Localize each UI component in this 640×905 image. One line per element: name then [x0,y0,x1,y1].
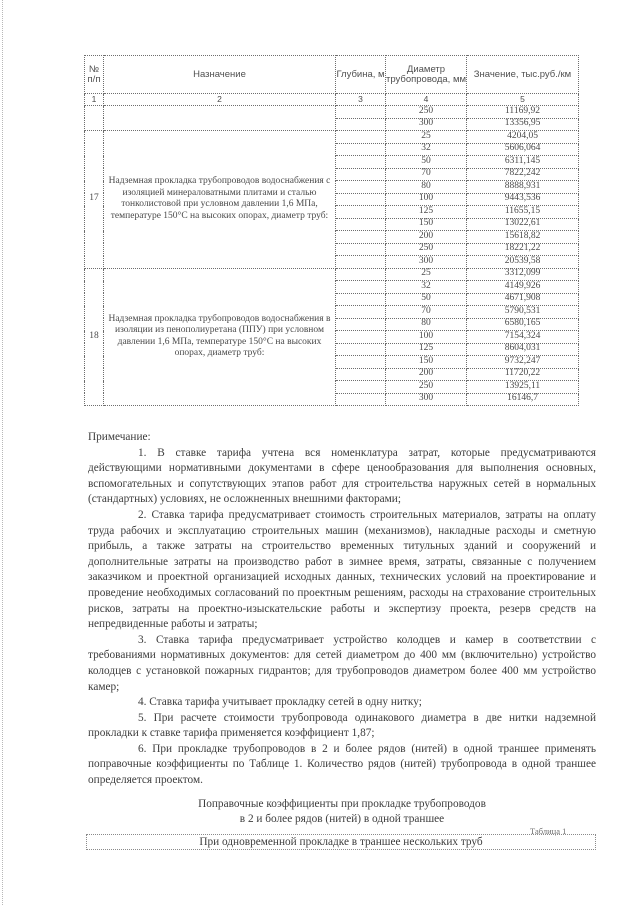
header-value: Значение, тыс.руб./км [467,56,579,94]
diameter-cell: 50 [386,156,467,169]
value-cell: 3312,099 [467,268,579,281]
caption-line: в 2 и более рядов (нитей) в одной траншее [239,813,445,825]
description-cell [104,106,336,131]
note-item: 6. При прокладке трубопроводов в 2 и более рядов (нитей) в одной траншее применять поправочные коэффициенты по Таблице 1. Количество рядов (нитей) трубопровода в одной траншее определяется проектом. [88,742,596,787]
depth-cell [336,118,386,131]
depth-cell [336,268,386,281]
value-cell: 13022,61 [467,218,579,231]
diameter-cell: 80 [386,318,467,331]
depth-cell [336,193,386,206]
value-cell: 18221,22 [467,243,579,256]
column-index-row [85,94,579,106]
depth-cell [336,131,386,144]
column-index: 5 [467,94,579,106]
value-cell: 20539,58 [467,256,579,269]
description-cell: Надземная прокладка трубопроводов водоснабжения с изоляцией минераловатными плитами и сталью тонколистовой при условном давлении 1,6 МПа, температуре 150°С на высоких опорах, диаметр труб: [104,131,336,269]
depth-cell [336,331,386,344]
column-index: 4 [386,94,467,106]
diameter-cell: 70 [386,168,467,181]
value-cell: 8888,931 [467,181,579,194]
page-scan-edge [2,0,5,905]
depth-cell [336,243,386,256]
diameter-cell: 300 [386,118,467,131]
note-item: 1. В ставке тарифа учтена вся номенклатура затрат, которые предусматриваются действующими нормативными документами в сфере ценообразования для выполнения основных, вспомогательных и сопутствующих этапов работ для строительства наружных сетей в нормальных (стандартных) условиях, не осложненных внешними факторами; [88,446,596,506]
table-row [85,106,579,119]
diameter-cell: 25 [386,131,467,144]
value-cell: 9732,247 [467,356,579,369]
value-cell: 6311,145 [467,156,579,169]
diameter-cell: 150 [386,218,467,231]
depth-cell [336,256,386,269]
depth-cell [336,306,386,319]
header-depth: Глубина, м [336,56,386,94]
notes-section [88,430,596,789]
diameter-cell: 80 [386,181,467,194]
diameter-cell: 250 [386,106,467,119]
value-cell: 5790,531 [467,306,579,319]
caption-line: Поправочные коэффициенты при прокладке трубопроводов [198,798,486,810]
value-cell: 8604,031 [467,343,579,356]
diameter-cell: 200 [386,231,467,244]
value-cell: 4204,05 [467,131,579,144]
diameter-cell: 32 [386,143,467,156]
value-cell: 11720,22 [467,368,579,381]
header-number: № п/п [85,56,104,94]
depth-cell [336,106,386,119]
note-item: 3. Ставка тарифа предусматривает устройство колодцев и камер в соответствии с требованиями нормативных документов: для сетей диаметром до 400 мм (включительно) устройство колодцев с установкой пожарных гидрантов; для трубопроводов диаметром более 400 мм устройство камер; [88,633,596,693]
row-number-cell [85,106,104,131]
value-cell: 4671,908 [467,293,579,306]
depth-cell [336,393,386,406]
diameter-cell: 25 [386,268,467,281]
table-row [85,131,579,144]
value-cell: 9443,536 [467,193,579,206]
depth-cell [336,231,386,244]
tariff-table [84,55,579,406]
diameter-cell: 70 [386,306,467,319]
depth-cell [336,356,386,369]
header-purpose: Назначение [104,56,336,94]
diameter-cell: 150 [386,356,467,369]
note-item: 2. Ставка тарифа предусматривает стоимость строительных материалов, затраты на оплату труда рабочих и эксплуатацию строительных машин (механизмов), накладные расходы и сметную прибыль, а также затраты на строительство временных титульных зданий и сооружений и дополнительные затраты на производство работ в зимнее время, затраты, связанные с получением заказчиком и проектной организацией исходных данных, технических условий на проектирование и проведение необходимых согласований по проектным решениям, расходы на страхование строительных рисков, затраты на проектно-изыскательские работы и экспертизу проекта, резерв средств на непредвиденные работы и затраты; [88,508,596,631]
diameter-cell: 100 [386,331,467,344]
column-index: 3 [336,94,386,106]
value-cell: 15618,82 [467,231,579,244]
diameter-cell: 200 [386,368,467,381]
value-cell: 13356,95 [467,118,579,131]
depth-cell [336,281,386,294]
column-index: 2 [104,94,336,106]
row-number-cell: 18 [85,268,104,406]
table-header-row [85,56,579,94]
description-cell: Надземная прокладка трубопроводов водоснабжения в изоляции из пенополиуретана (ППУ) при условном давлении 1,6 МПа, температуре 150°С на высоких опорах, диаметр труб: [104,268,336,406]
depth-cell [336,143,386,156]
column-index: 1 [85,94,104,106]
value-cell: 6580,165 [467,318,579,331]
depth-cell [336,206,386,219]
note-item: 5. При расчете стоимости трубопровода одинакового диаметра в две нитки надземной прокладки к ставке тарифа применяется коэффициент 1,87; [88,711,596,740]
value-cell: 11169,92 [467,106,579,119]
diameter-cell: 300 [386,393,467,406]
value-cell: 4149,926 [467,281,579,294]
table1-number-label: Таблица 1 [530,826,567,836]
value-cell: 11655,15 [467,206,579,219]
value-cell: 7822,242 [467,168,579,181]
value-cell: 5606,064 [467,143,579,156]
diameter-cell: 300 [386,256,467,269]
depth-cell [336,181,386,194]
value-cell: 13925,11 [467,381,579,394]
diameter-cell: 125 [386,343,467,356]
diameter-cell: 50 [386,293,467,306]
table1-header: При одновременной прокладке в траншее нескольких труб [86,834,596,850]
value-cell: 16146,7 [467,393,579,406]
note-item: 4. Ставка тарифа учитывает прокладку сетей в одну нитку; [138,696,422,709]
depth-cell [336,343,386,356]
diameter-cell: 100 [386,193,467,206]
notes-title: Примечание: [88,431,151,443]
depth-cell [336,381,386,394]
row-number-cell: 17 [85,131,104,269]
depth-cell [336,293,386,306]
value-cell: 7154,324 [467,331,579,344]
diameter-cell: 250 [386,243,467,256]
depth-cell [336,368,386,381]
header-diameter: Диаметр трубопровода, мм [386,56,467,94]
diameter-cell: 125 [386,206,467,219]
depth-cell [336,156,386,169]
depth-cell [336,168,386,181]
diameter-cell: 32 [386,281,467,294]
table-row [85,268,579,281]
depth-cell [336,318,386,331]
table1-caption [88,797,596,827]
diameter-cell: 250 [386,381,467,394]
depth-cell [336,218,386,231]
